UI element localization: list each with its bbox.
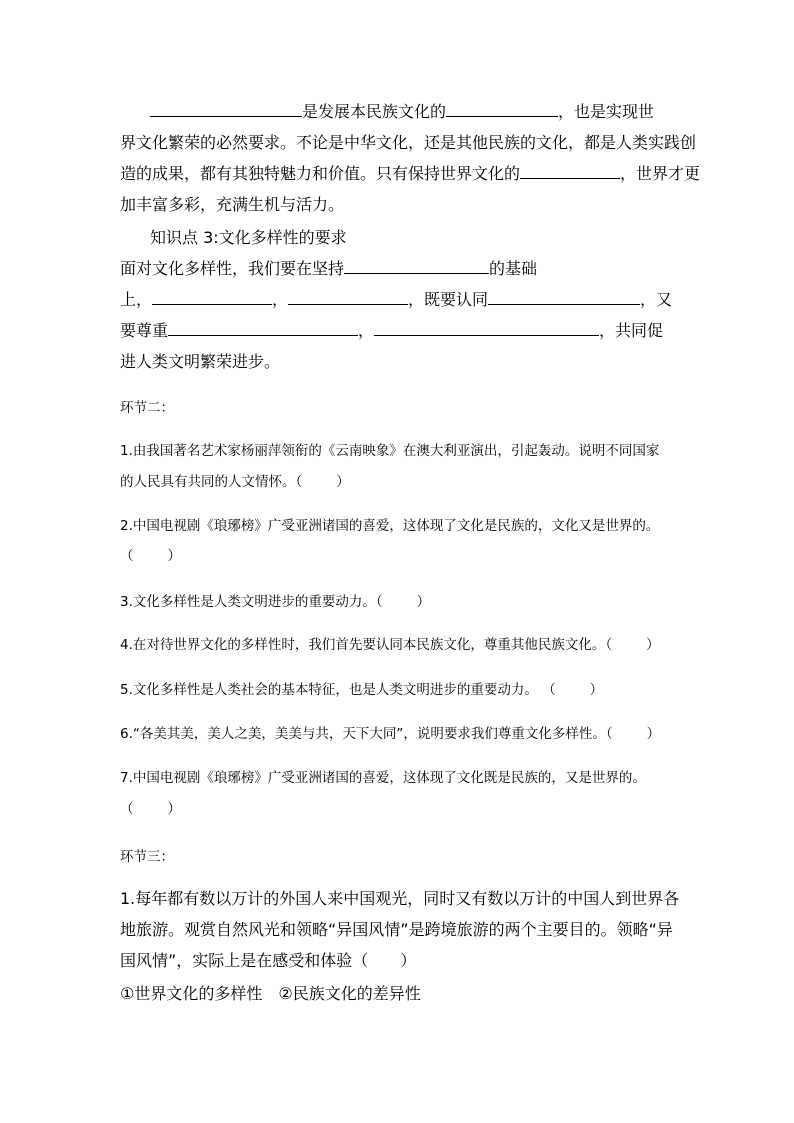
text: ） bbox=[167, 548, 181, 564]
section2-heading: 环节二： bbox=[120, 400, 174, 416]
s2-q1-line1: 1.由我国著名艺术家杨丽萍领衔的《云南映象》在澳大利亚演出，引起轰动。说明不同国家 bbox=[120, 443, 660, 459]
s2-q5 bbox=[120, 680, 603, 700]
text: ） bbox=[646, 726, 661, 742]
para1-line1 bbox=[150, 100, 654, 124]
kp3-line3 bbox=[120, 319, 663, 343]
text: 5.文化多样性是人类社会的基本特征，也是人类文明进步的重要动力。 （ bbox=[120, 682, 556, 698]
kp3-title: 知识点 3:文化多样性的要求 bbox=[150, 228, 347, 247]
text: ） bbox=[336, 474, 350, 490]
s2-q6 bbox=[120, 724, 660, 744]
text: ，共同促 bbox=[599, 321, 664, 340]
text: 的基础 bbox=[489, 259, 538, 278]
para1-line4: 加丰富多彩，充满生机与活力。 bbox=[120, 195, 345, 214]
fill-blank[interactable] bbox=[288, 288, 408, 305]
fill-blank[interactable] bbox=[446, 100, 558, 117]
text: 的人民具有共同的人文情怀。（ bbox=[120, 474, 303, 490]
kp3-line2 bbox=[120, 288, 672, 312]
kp3-line1 bbox=[120, 257, 537, 281]
text: （ bbox=[120, 801, 134, 817]
fill-blank[interactable] bbox=[520, 162, 620, 179]
para1-line3 bbox=[120, 162, 700, 186]
text: ， bbox=[358, 321, 375, 340]
text: 面对文化多样性，我们要在坚持 bbox=[120, 259, 345, 278]
s3-q1-line2: 地旅游。观赏自然风光和领略“异国风情”是跨境旅游的两个主要目的。领略“异 bbox=[120, 920, 673, 939]
text: ） bbox=[167, 801, 181, 817]
text: 要尊重 bbox=[120, 321, 169, 340]
text: （ bbox=[120, 548, 134, 564]
text: ，又 bbox=[640, 290, 673, 309]
text: ） bbox=[589, 682, 604, 698]
text: 3.文化多样性是人类文明进步的重要动力。（ bbox=[120, 594, 383, 610]
text: 4.在对待世界文化的多样性时，我们首先要认同本民族文化，尊重其他民族文化。（ bbox=[120, 637, 613, 653]
s2-q7-line1: 7.中国电视剧《琅琊榜》广受亚洲诸国的喜爱，这体现了文化既是民族的，又是世界的。 bbox=[120, 770, 646, 786]
fill-blank[interactable] bbox=[168, 319, 358, 336]
fill-blank[interactable] bbox=[150, 100, 302, 117]
s3-q1-line1: 1.每年都有数以万计的外国人来中国观光，同时又有数以万计的中国人到世界各 bbox=[120, 889, 680, 908]
fill-blank[interactable] bbox=[152, 288, 272, 305]
s2-q7-line2 bbox=[120, 799, 181, 819]
text: ，也是实现世 bbox=[558, 102, 655, 121]
s2-q2-line1: 2.中国电视剧《琅琊榜》广受亚洲诸国的喜爱，这体现了文化是民族的，文化又是世界的。 bbox=[120, 518, 660, 534]
para1-line2: 界文化繁荣的必然要求。不论是中华文化，还是其他民族的文化，都是人类实践创 bbox=[120, 133, 697, 152]
s3-q1-options: ①世界文化的多样性 ②民族文化的差异性 bbox=[120, 984, 421, 1003]
kp3-line4: 进人类文明繁荣进步。 bbox=[120, 352, 281, 371]
text: 是发展本民族文化的 bbox=[302, 102, 447, 121]
text: 上， bbox=[120, 290, 153, 309]
text: 6.“各美其美，美人之美，美美与共，天下大同”，说明要求我们尊重文化多样性。（ bbox=[120, 726, 613, 742]
s2-q3 bbox=[120, 592, 430, 612]
fill-blank[interactable] bbox=[344, 257, 489, 274]
s2-q4 bbox=[120, 635, 660, 655]
fill-blank[interactable] bbox=[488, 288, 640, 305]
s3-q1-line3: 国风情”，实际上是在感受和体验（ ） bbox=[120, 951, 417, 970]
text: 造的成果，都有其独特魅力和价值。只有保持世界文化的 bbox=[120, 164, 521, 183]
text: ） bbox=[416, 594, 431, 610]
text: ， bbox=[272, 290, 289, 309]
text: ，既要认同 bbox=[408, 290, 489, 309]
s2-q2-line2 bbox=[120, 546, 181, 566]
fill-blank[interactable] bbox=[374, 319, 599, 336]
section3-heading: 环节三： bbox=[120, 849, 174, 865]
s2-q1-line2 bbox=[120, 472, 350, 492]
text: ，世界才更 bbox=[620, 164, 701, 183]
text: ） bbox=[646, 637, 660, 653]
